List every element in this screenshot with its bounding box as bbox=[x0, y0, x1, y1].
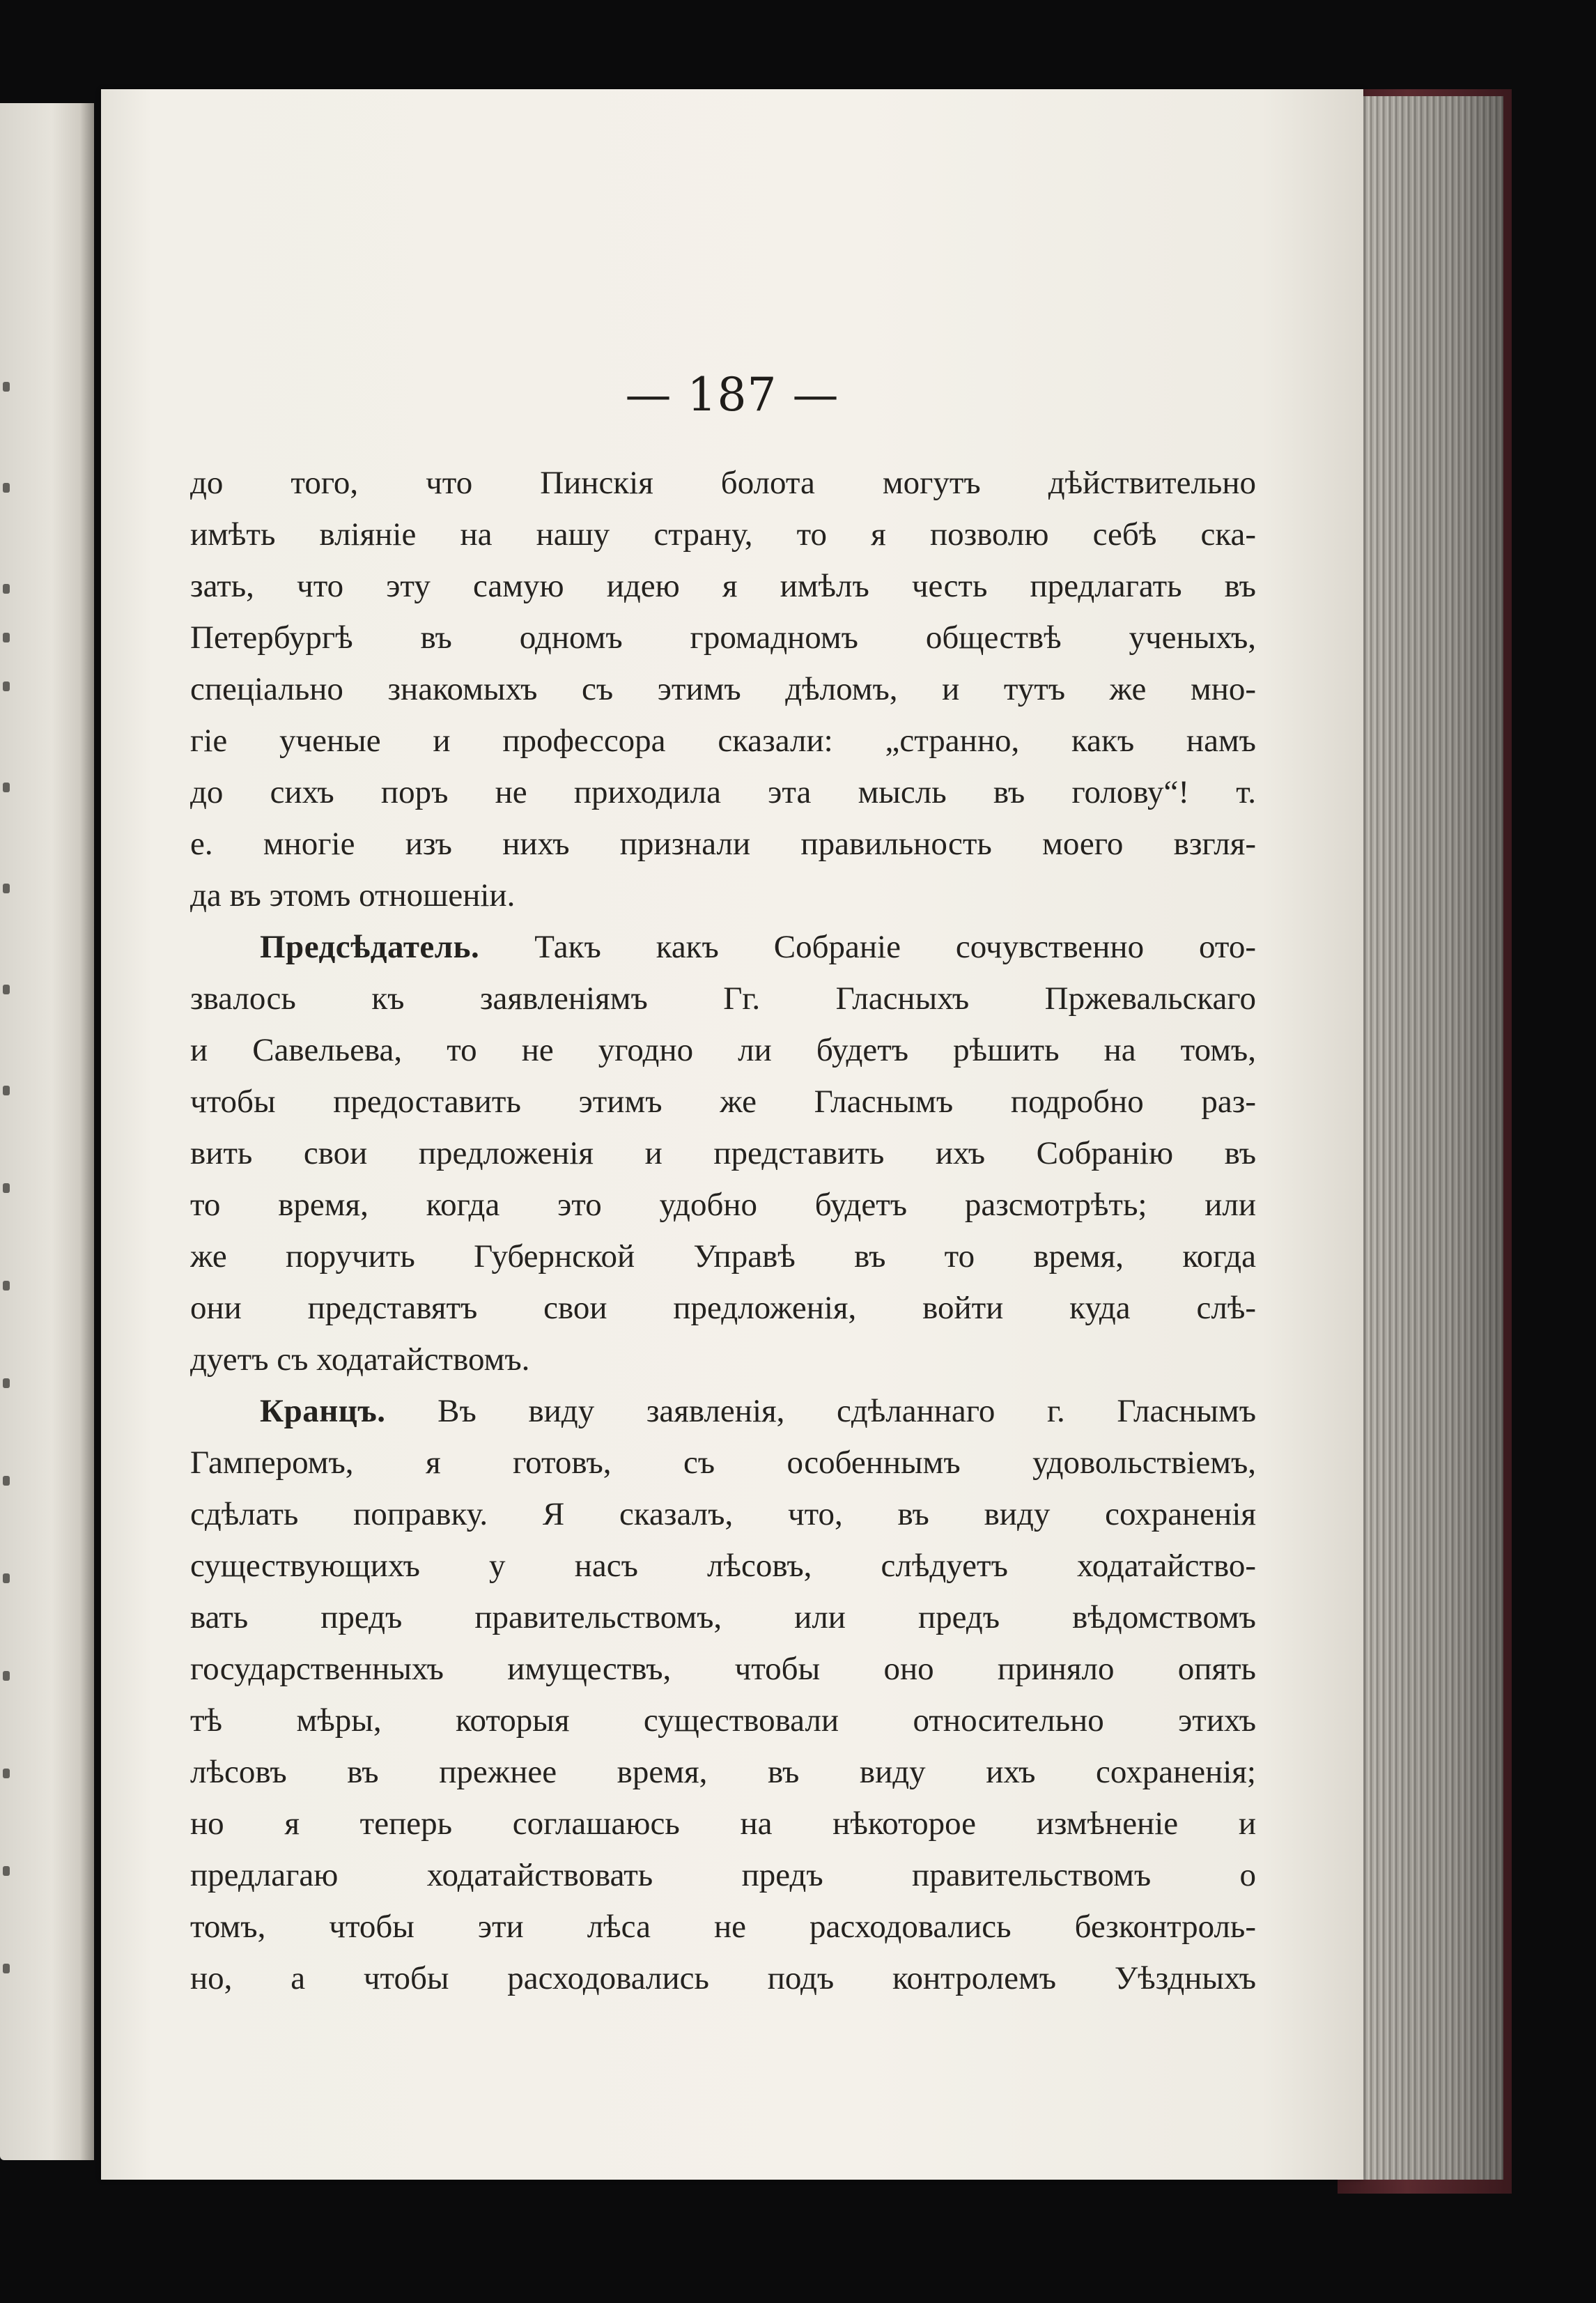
text-line: чтобы предоставить этимъ же Гласнымъ подробно раз- bbox=[190, 1084, 1256, 1120]
text-line: вать предъ правительствомъ, или предъ вѣдомствомъ bbox=[190, 1599, 1256, 1635]
print-mark bbox=[3, 382, 10, 392]
print-mark bbox=[3, 584, 10, 594]
print-mark bbox=[3, 681, 10, 691]
fore-edge-shadow bbox=[1354, 96, 1503, 2180]
text-line: дуетъ съ ходатайствомъ. bbox=[190, 1341, 530, 1378]
text-line: предлагаю ходатайствовать предъ правительствомъ о bbox=[190, 1857, 1256, 1893]
text-line: звалось къ заявленіямъ Гг. Гласныхъ Пржевальскаго bbox=[190, 980, 1256, 1017]
print-mark bbox=[3, 1476, 10, 1486]
text-line: спеціально знакомыхъ съ этимъ дѣломъ, и тутъ же мно- bbox=[190, 671, 1256, 707]
print-mark bbox=[3, 1866, 10, 1876]
text-line: они представятъ свои предложенія, войти куда слѣ- bbox=[190, 1290, 1256, 1326]
text-line: вить свои предложенія и представить ихъ Собранію въ bbox=[190, 1135, 1256, 1171]
speech-paragraph-start: Предсѣдатель. Такъ какъ Собраніе сочувственно ото- bbox=[260, 929, 1256, 965]
print-mark bbox=[3, 985, 10, 994]
print-mark bbox=[3, 1086, 10, 1095]
print-mark bbox=[3, 1573, 10, 1583]
page-number: — 187 — bbox=[625, 368, 839, 422]
print-mark bbox=[3, 1769, 10, 1778]
previous-page-edge bbox=[0, 103, 94, 2160]
text-line: Петербургѣ въ одномъ громадномъ обществѣ ученыхъ, bbox=[190, 619, 1256, 656]
text-line: тѣ мѣры, которыя существовали относительно этихъ bbox=[190, 1702, 1256, 1739]
text-line: имѣть вліяніе на нашу страну, то я позволю себѣ ска- bbox=[190, 516, 1256, 553]
print-mark bbox=[3, 1378, 10, 1388]
speaker-name: Предсѣдатель. bbox=[260, 929, 480, 965]
text-line: государственныхъ имуществъ, чтобы оно приняло опять bbox=[190, 1651, 1256, 1687]
print-mark bbox=[3, 884, 10, 893]
text-line: до того, что Пинскія болота могутъ дѣйствительно bbox=[190, 465, 1256, 501]
text-line: то время, когда это удобно будетъ разсмотрѣть; или bbox=[190, 1187, 1256, 1223]
page-fore-edge bbox=[1354, 96, 1503, 2180]
text-line: Гамперомъ, я готовъ, съ особеннымъ удовольствіемъ, bbox=[190, 1445, 1256, 1481]
text-line: томъ, чтобы эти лѣса не расходовались безконтроль- bbox=[190, 1909, 1256, 1945]
page-text bbox=[190, 457, 1256, 2004]
text-line: лѣсовъ въ прежнее время, въ виду ихъ сохраненія; bbox=[190, 1754, 1256, 1790]
speech-paragraph-start: Кранцъ. Въ виду заявленія, сдѣланнаго г. Гласнымъ bbox=[260, 1393, 1256, 1429]
text-line: и Савельева, то не угодно ли будетъ рѣшить на томъ, bbox=[190, 1032, 1256, 1068]
text-line: но, а чтобы расходовались подъ контролемъ Уѣздныхъ bbox=[190, 1960, 1256, 1996]
text-line: до сихъ поръ не приходила эта мысль въ голову“! т. bbox=[190, 774, 1256, 810]
text-line: зать, что эту самую идею я имѣлъ честь предлагать въ bbox=[190, 568, 1256, 604]
text-line: гіе ученые и профессора сказали: „странно, какъ намъ bbox=[190, 723, 1256, 759]
print-mark bbox=[3, 1964, 10, 1973]
print-mark bbox=[3, 783, 10, 792]
print-mark bbox=[3, 633, 10, 642]
text-line: но я теперь соглашаюсь на нѣкоторое измѣненіе и bbox=[190, 1805, 1256, 1842]
print-mark bbox=[3, 1183, 10, 1193]
print-mark bbox=[3, 1671, 10, 1681]
text-line: е. многіе изъ нихъ признали правильность моего взгля- bbox=[190, 826, 1256, 862]
speaker-name: Кранцъ. bbox=[260, 1393, 386, 1429]
book-page bbox=[101, 89, 1363, 2180]
text-line: существующихъ у насъ лѣсовъ, слѣдуетъ ходатайство- bbox=[190, 1548, 1256, 1584]
text-line: сдѣлать поправку. Я сказалъ, что, въ виду сохраненія bbox=[190, 1496, 1256, 1532]
print-mark bbox=[3, 483, 10, 493]
text-line: да въ этомъ отношеніи. bbox=[190, 877, 516, 914]
print-mark bbox=[3, 1281, 10, 1291]
text-line: же поручить Губернской Управѣ въ то время, когда bbox=[190, 1238, 1256, 1274]
